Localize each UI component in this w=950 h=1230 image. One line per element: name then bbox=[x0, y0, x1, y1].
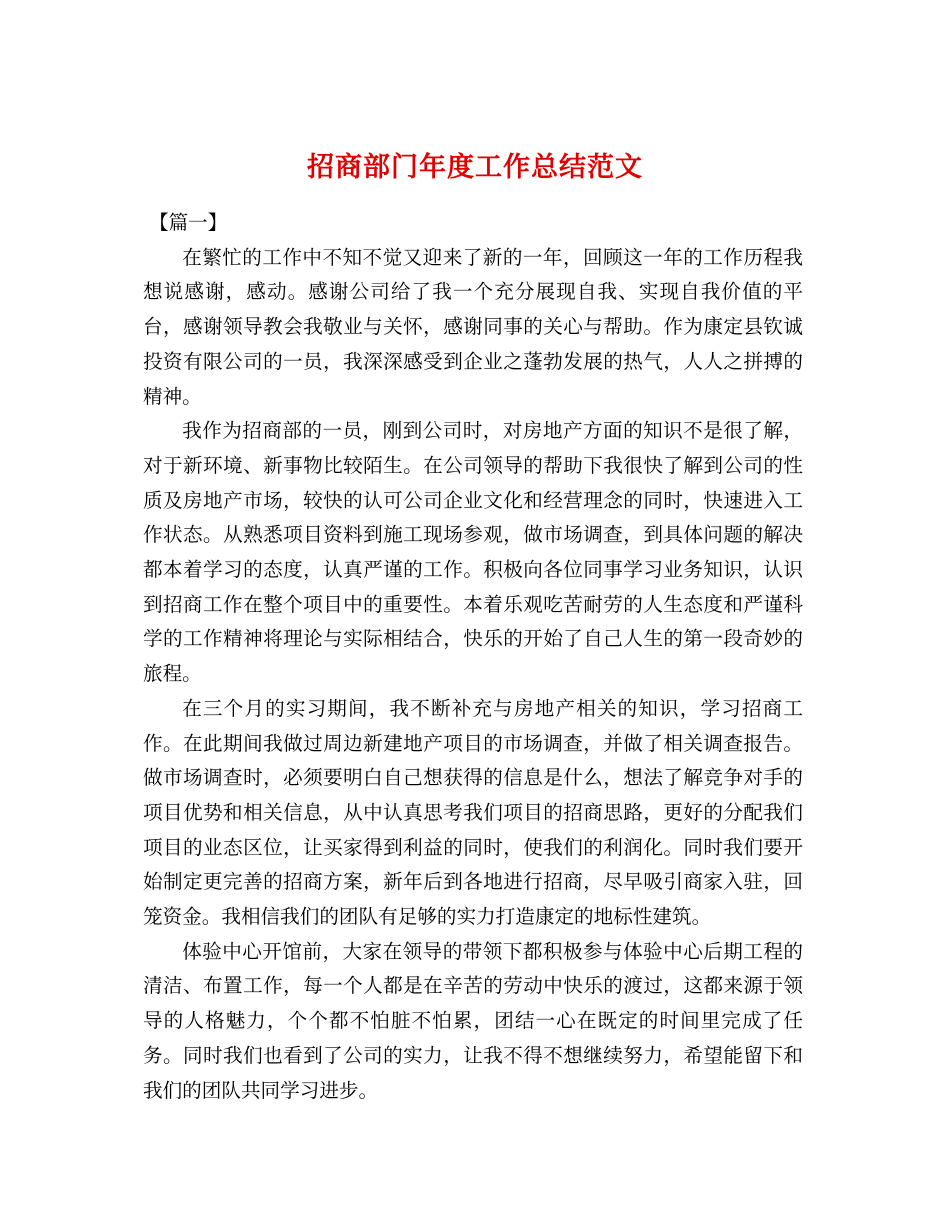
document-body bbox=[143, 206, 803, 1108]
paragraph-2: 我作为招商部的一员，刚到公司时，对房地产方面的知识不是很了解，对于新环境、新事物比较陌生。在公司领导的帮助下我很快了解到公司的性质及房地产市场，较快的认可公司企业文化和经营理念的同时，快速进入工作状态。从熟悉项目资料到施工现场参观，做市场调查，到具体问题的解决都本着学习的态度，认真严谨的工作。积极向各位同事学习业务知识，认识到招商工作在整个项目中的重要性。本着乐观吃苦耐劳的人生态度和严谨科学的工作精神将理论与实际相结合，快乐的开始了自己人生的第一段奇妙的旅程。 bbox=[143, 419, 803, 686]
section-label: 【篇一】 bbox=[149, 211, 228, 234]
paragraph-4: 体验中心开馆前，大家在领导的带领下都积极参与体验中心后期工程的清洁、布置工作，每一个人都是在辛苦的劳动中快乐的渡过，这都来源于领导的人格魅力，个个都不怕脏不怕累，团结一心在既定的时间里完成了任务。同时我们也看到了公司的实力，让我不得不想继续努力，希望能留下和我们的团队共同学习进步。 bbox=[143, 939, 803, 1102]
paragraph-3: 在三个月的实习期间，我不断补充与房地产相关的知识，学习招商工作。在此期间我做过周边新建地产项目的市场调查，并做了相关调查报告。做市场调查时，必须要明白自己想获得的信息是什么，想法了解竞争对手的项目优势和相关信息，从中认真思考我们项目的招商思路，更好的分配我们项目的业态区位，让买家得到利益的同时，使我们的利润化。同时我们要开始制定更完善的招商方案，新年后到各地进行招商，尽早吸引商家入驻，回笼资金。我相信我们的团队有足够的实力打造康定的地标性建筑。 bbox=[143, 696, 803, 929]
paragraph-1: 在繁忙的工作中不知不觉又迎来了新的一年，回顾这一年的工作历程我想说感谢，感动。感谢公司给了我一个充分展现自我、实现自我价值的平台，感谢领导教会我敬业与关怀，感谢同事的关心与帮助。作为康定县钦诚投资有限公司的一员，我深深感受到企业之蓬勃发展的热气，人人之拼搏的精神。 bbox=[143, 245, 803, 408]
document-title: 招商部门年度工作总结范文 bbox=[307, 152, 643, 184]
